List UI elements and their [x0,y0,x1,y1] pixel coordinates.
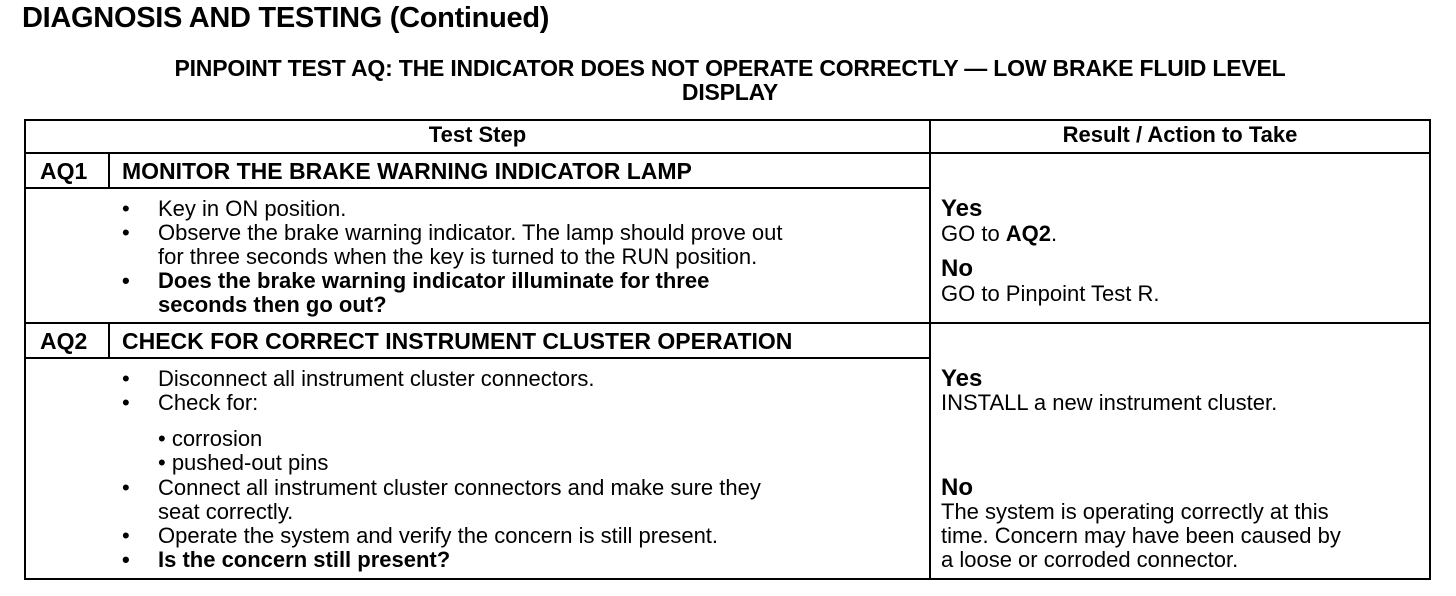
aq2-bullet-4-text: Operate the system and verify the concern is still present. [158,523,719,548]
column-divider [929,121,931,578]
pinpoint-test-heading-line1: PINPOINT TEST AQ: THE INDICATOR DOES NOT OPERATE CORRECTLY — LOW BRAKE FLUID LEVEL [174,55,1286,81]
bullet-marker: • [122,547,130,572]
bullet-marker: • [122,196,130,221]
aq2-no-action-line-3: a loose or corroded connector. [941,547,1239,572]
bullet-marker: • [122,220,130,245]
pinpoint-test-heading-line2: DISPLAY [681,79,779,105]
column-header-result: Result / Action to Take [1062,122,1298,147]
bullet-marker: • [122,390,130,415]
aq2-question-text: Is the concern still present? [158,547,451,572]
aq1-bullet-2-line-2: for three seconds when the key is turned to the RUN position. [158,244,758,269]
aq1-no-label: No [941,255,973,282]
aq1-question-line-1: Does the brake warning indicator illuminate for three [158,268,710,293]
header-row-divider [26,152,1429,154]
aq1-bullet-1-text: Key in ON position. [158,196,347,221]
aq2-no-label: No [941,474,973,501]
pinpoint-test-heading [20,56,1440,104]
bullet-marker: • [122,523,130,548]
aq1-yes-label: Yes [941,195,983,222]
step-heading-aq1: MONITOR THE BRAKE WARNING INDICATOR LAMP [122,158,692,184]
aq1-aq2-divider [26,322,1429,324]
column-header-test-step: Test Step [428,122,527,147]
bullet-marker: • [122,475,130,500]
aq2-bullet-2-text: Check for: [158,390,259,415]
aq2-id-divider [108,322,110,358]
aq1-heading-divider [26,187,929,189]
aq2-sub-bullet-pushed-out-pins: • pushed-out pins [158,450,329,475]
aq2-heading-divider [26,357,929,359]
aq2-yes-label: Yes [941,365,983,392]
step-id-aq2: AQ2 [40,328,88,354]
aq2-bullet-1-text: Disconnect all instrument cluster connectors. [158,366,595,391]
aq1-yes-action-prefix: GO to [941,221,1006,246]
step-id-aq1: AQ1 [40,158,88,184]
aq1-bullet-2-line-1: Observe the brake warning indicator. The lamp should prove out [158,220,783,245]
aq2-no-action-line-1: The system is operating correctly at this [941,499,1329,524]
aq1-yes-action-suffix: . [1051,221,1058,246]
aq1-question-line-2: seconds then go out? [158,292,387,317]
pinpoint-test-table [24,119,1431,580]
page-title: DIAGNOSIS AND TESTING (Continued) [22,2,550,34]
aq2-no-action-line-2: time. Concern may have been caused by [941,523,1341,548]
step-heading-aq2: CHECK FOR CORRECT INSTRUMENT CLUSTER OPERATION [122,328,793,354]
bullet-marker: • [122,366,130,391]
bullet-marker: • [122,268,130,293]
aq2-bullet-3-line-2: seat correctly. [158,499,294,524]
aq1-no-action: GO to Pinpoint Test R. [941,281,1160,306]
aq1-yes-action [941,222,1057,246]
aq2-bullet-3-line-1: Connect all instrument cluster connectors and make sure they [158,475,761,500]
aq2-sub-bullet-corrosion: • corrosion [158,426,263,451]
aq1-id-divider [108,152,110,188]
aq2-yes-action: INSTALL a new instrument cluster. [941,390,1278,415]
aq1-yes-action-step: AQ2 [1005,221,1052,246]
